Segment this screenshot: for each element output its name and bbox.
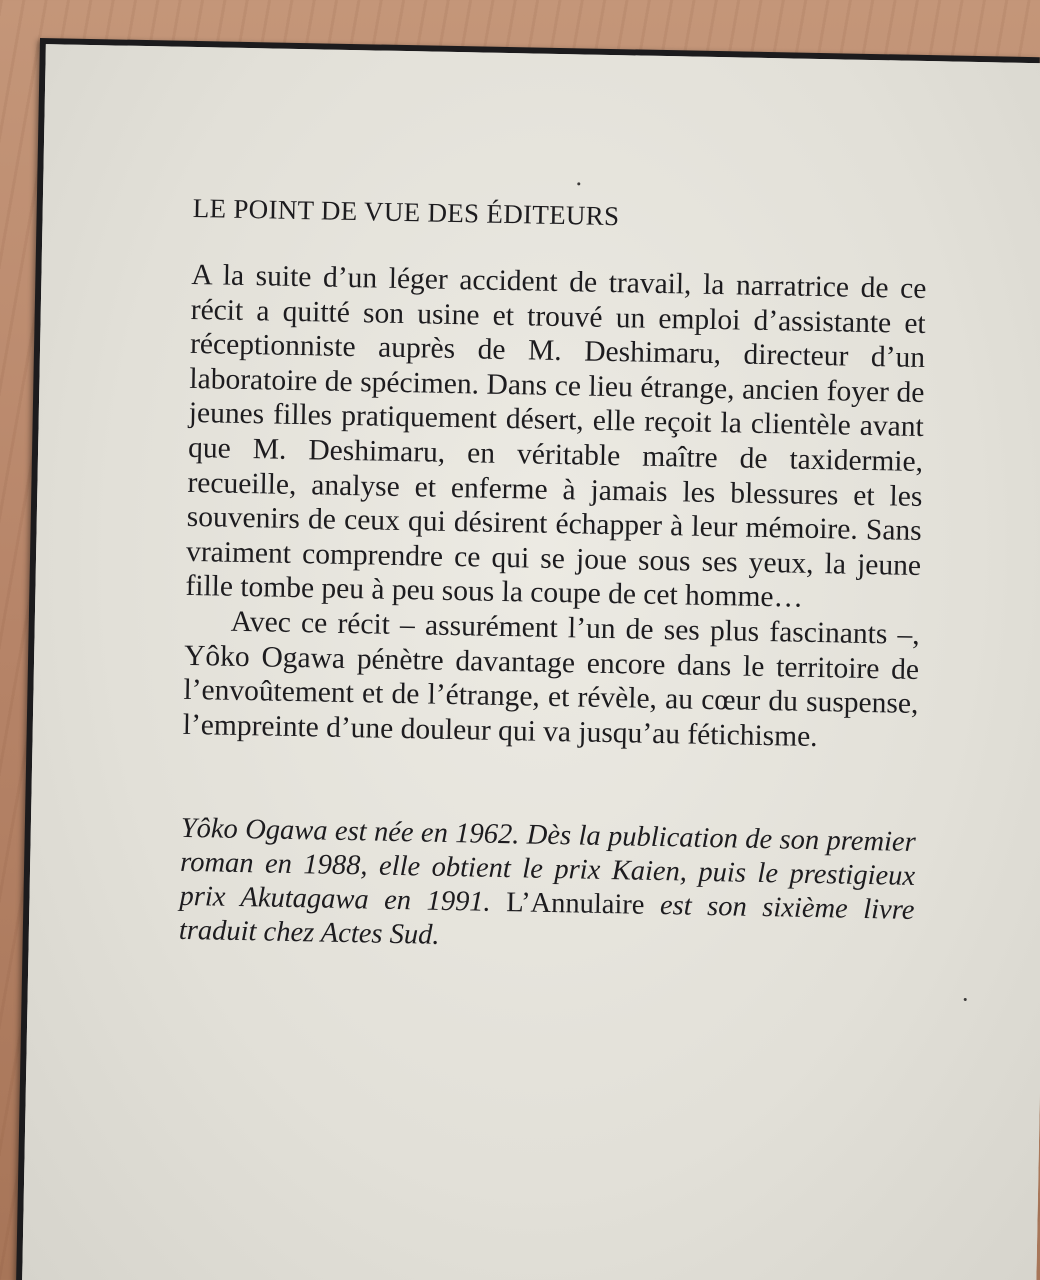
author-bio-italic-1: Yôko Ogawa est née en 1962. Dès la publication de son premier roman en 1988, elle obtient le prix Kaien, puis le prestigieux prix Akutagawa en 1991. [179, 813, 917, 919]
summary-paragraph-2: Avec ce récit – assurément l’un de ses plus fascinants –, Yôko Ogawa pénètre davantage encore dans le territoire de l’envoûtement et de l’étrange, et révèle, au cœur du suspense, l’empreinte d’une douleur qui va jusqu’au fétichisme. [182, 605, 921, 753]
summary-paragraph-1: A la suite d’un léger accident de travail, la narratrice de ce récit a quitté son usine et trouvé un emploi d’assistante et réceptionniste auprès de M. Deshimaru, directeur d’un laboratoire de spécimen. Dans ce lieu étrange, ancien foyer de jeunes filles pratiquement désert, elle reçoit la clientèle avant que M. Deshimaru, en véritable maître de taxidermie, recueille, analyse et enferme à jamais les blessures et les souvenirs de ceux qui désirent échapper à leur mémoire. Sans vraiment comprendre ce qui se joue sous ses yeux, la jeune fille tombe peu à peu sous la coupe de cet homme… [185, 258, 927, 615]
print-speck [577, 182, 580, 185]
publisher-note [179, 193, 928, 962]
print-speck [964, 998, 967, 1001]
book-back-cover [16, 38, 1040, 1280]
author-bio-italic-2: est son sixième livre traduit chez Actes Sud. [178, 890, 915, 952]
book-title: L’Annulaire [505, 887, 645, 922]
section-heading: LE POINT DE VUE DES ÉDITEURS [192, 192, 620, 232]
cover-page [22, 44, 1040, 1280]
author-bio [179, 812, 916, 962]
